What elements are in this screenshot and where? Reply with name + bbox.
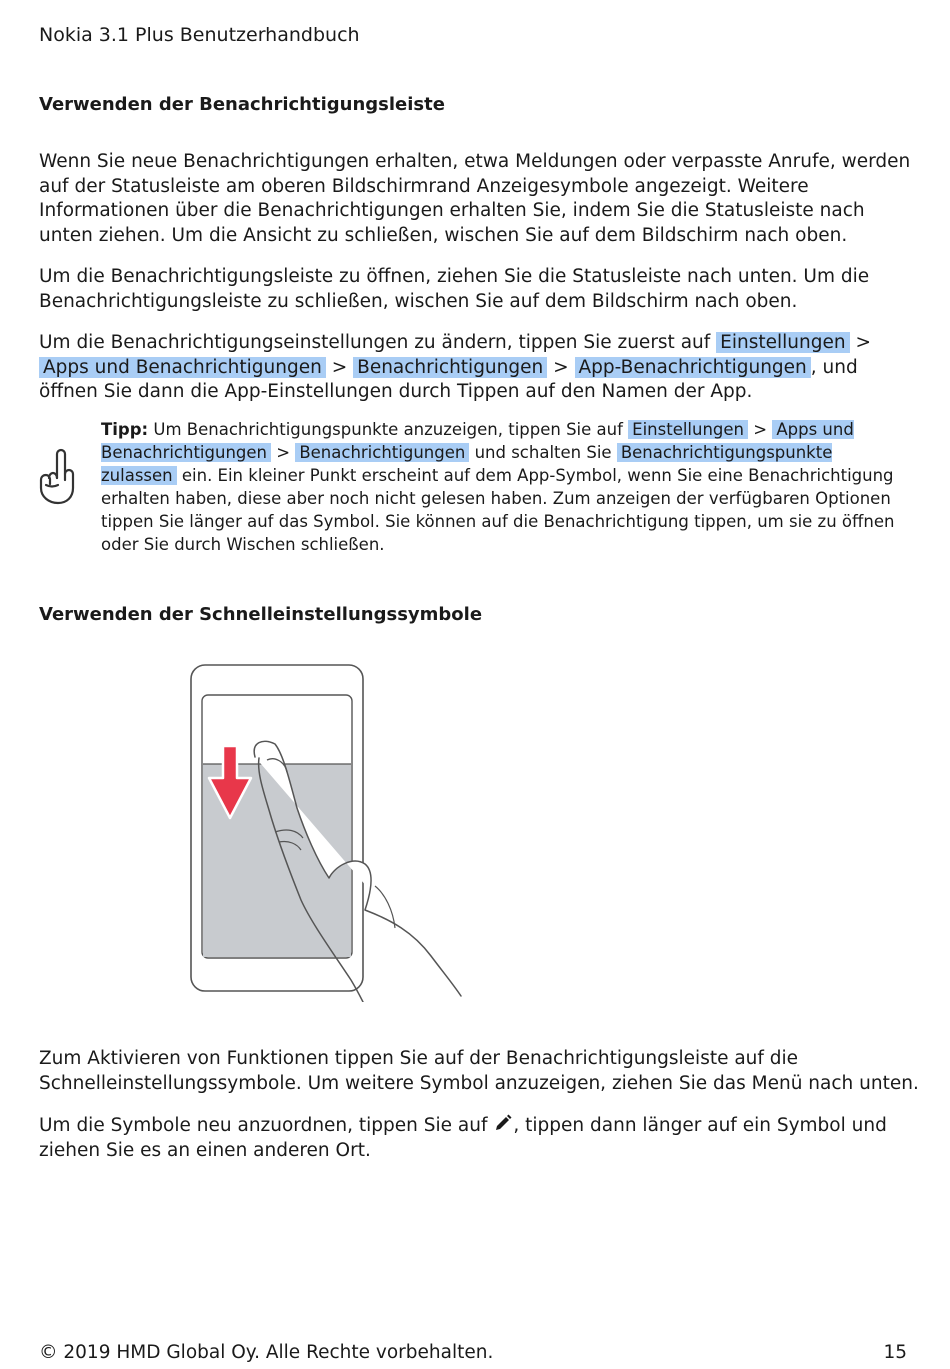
settings-outro-text: , und öffnen Sie dann die App-Einstellungen durch Tippen auf den Namen der App. xyxy=(39,356,858,402)
paragraph-notifications-intro: Wenn Sie neue Benachrichtigungen erhalten, etwa Meldungen oder verpasste Anrufe, werden auf der Statusleiste am oberen Bildschirmrand Anzeigesymbole angezeigt. Weitere Informationen über die Benachrichtigungen erhalten Sie, indem Sie die Statusleiste nach unten ziehen. Um die Ansicht zu schließen, wischen Sie auf dem Bildschirm nach oben. xyxy=(39,151,911,246)
tip-link-benachrichtigungen[interactable]: Benachrichtigungen xyxy=(295,443,469,462)
paragraph-notification-settings xyxy=(39,331,919,405)
tip-mid-text: und schalten Sie xyxy=(469,443,617,462)
pencil-icon xyxy=(493,1113,513,1133)
tip-link-benachrichtigungspunkte-zulassen[interactable]: Benachrichtigungspunkte zulassen xyxy=(101,443,833,485)
page-header-title: Nokia 3.1 Plus Benutzerhandbuch xyxy=(39,24,360,46)
path-separator: > xyxy=(849,332,871,353)
swipe-down-phone-illustration xyxy=(185,660,497,1002)
link-app-benachrichtigungen[interactable]: App-Benachrichtigungen xyxy=(575,357,811,378)
section-heading-notification-bar: Verwenden der Benachrichtigungsleiste xyxy=(39,94,445,115)
pointing-hand-icon xyxy=(37,448,75,506)
path-separator: > xyxy=(271,443,296,462)
tip-link-apps-und-benachrichtigungen[interactable]: Apps und Benachrichtigungen xyxy=(101,420,854,462)
paragraph-open-close-bar: Um die Benachrichtigungsleiste zu öffnen, ziehen Sie die Statusleiste nach unten. Um die Benachrichtigungsleiste zu schließen, wischen Sie auf dem Bildschirm nach oben. xyxy=(39,266,870,312)
link-einstellungen[interactable]: Einstellungen xyxy=(716,332,849,353)
tip-link-einstellungen[interactable]: Einstellungen xyxy=(628,420,748,439)
section-heading-quick-settings: Verwenden der Schnelleinstellungssymbole xyxy=(39,604,483,625)
rearrange-after-text: , tippen dann länger auf ein Symbol und ziehen Sie es an einen anderen Ort. xyxy=(39,1115,887,1161)
link-benachrichtigungen[interactable]: Benachrichtigungen xyxy=(353,357,547,378)
path-separator: > xyxy=(748,420,773,439)
path-separator: > xyxy=(325,356,354,378)
rearrange-before-text: Um die Symbole neu anzuordnen, tippen Sie auf xyxy=(39,1115,494,1136)
footer-copyright: © 2019 HMD Global Oy. Alle Rechte vorbehalten. xyxy=(39,1342,494,1363)
tip-intro-text: Um Benachrichtigungspunkte anzuzeigen, tippen Sie auf xyxy=(148,420,629,439)
path-separator: > xyxy=(547,356,575,378)
paragraph-rearrange-icons xyxy=(39,1113,919,1163)
tip-label: Tipp: xyxy=(101,420,149,439)
link-apps-und-benachrichtigungen[interactable]: Apps und Benachrichtigungen xyxy=(39,357,326,378)
tip-outro-text: ein. Ein kleiner Punkt erscheint auf dem App-Symbol, wenn Sie eine Benachrichtigung erhalten haben, diese aber noch nicht gelesen haben. Zum anzeigen der verfügbaren Optionen tippen Sie länger auf das Symbol. Sie können auf die Benachrichtigung tippen, um sie zu öffnen oder Sie durch Wischen schließen. xyxy=(101,466,895,554)
tip-box xyxy=(101,418,901,556)
footer-page-number: 15 xyxy=(883,1342,907,1363)
paragraph-quick-settings-activate: Zum Aktivieren von Funktionen tippen Sie auf der Benachrichtigungsleiste auf die Schnelleinstellungssymbole. Um weitere Symbol anzuzeigen, ziehen Sie das Menü nach unten. xyxy=(39,1048,919,1094)
settings-intro-text: Um die Benachrichtigungseinstellungen zu ändern, tippen Sie zuerst auf xyxy=(39,332,717,353)
